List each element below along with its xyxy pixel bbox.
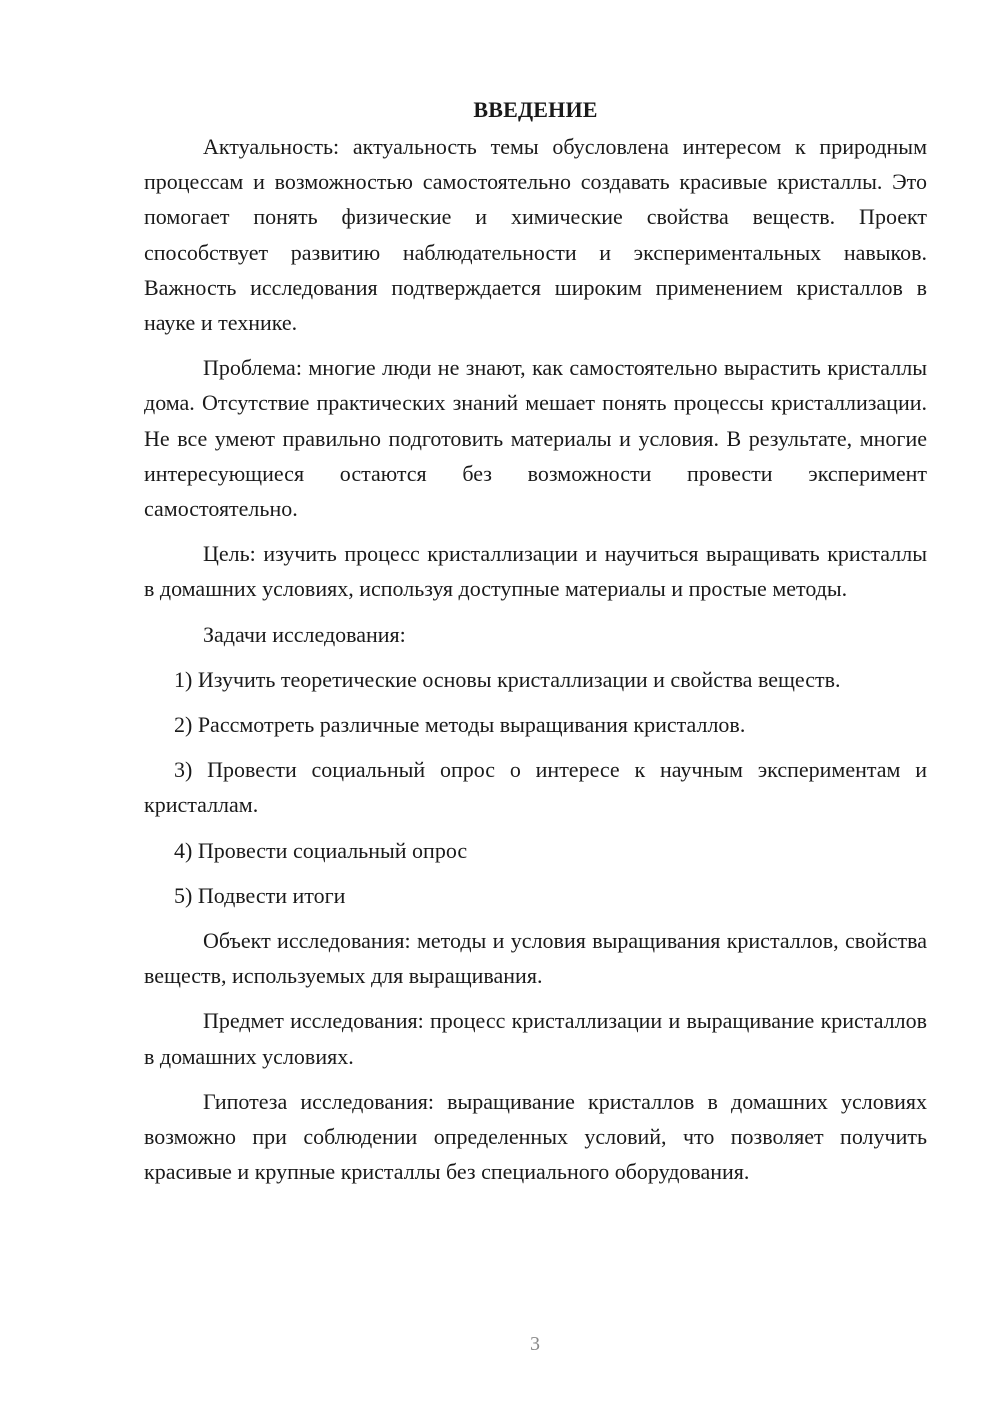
paragraph-hypothesis: Гипотеза исследования: выращивание кристаллов в домашних условиях возможно при соблюдении определенных условий, что позволяет получить красивые и крупные кристаллы без специального оборудования.: [144, 1088, 927, 1185]
paragraph-subject: Предмет исследования: процесс кристаллизации и выращивание кристаллов в домашних условиях.: [144, 1008, 927, 1069]
tasks-heading: Задачи исследования:: [203, 621, 406, 647]
task-item: 4) Провести социальный опрос: [174, 837, 468, 863]
paragraph-problem: Проблема: многие люди не знают, как самостоятельно вырастить кристаллы дома. Отсутствие практических знаний мешает понять процессы кристаллизации. Не все умеют правильно подготовить материалы и условия. В результате, многие интересующиеся остаются без возможности провести эксперимент самостоятельно.: [144, 355, 927, 522]
paragraph-relevance: Актуальность: актуальность темы обусловлена интересом к природным процессам и возможностью самостоятельно создавать красивые кристаллы. Это помогает понять физические и химические свойства веществ. Проект способствует развитию наблюдательности и экспериментальных навыков. Важность исследования подтверждается широким применением кристаллов в науке и технике.: [144, 134, 927, 336]
page-title: ВВЕДЕНИЕ: [473, 97, 598, 122]
page-content: [144, 92, 927, 1199]
task-item: 1) Изучить теоретические основы кристаллизации и свойства веществ.: [174, 666, 841, 692]
task-item: 2) Рассмотреть различные методы выращивания кристаллов.: [174, 712, 746, 738]
task-item: 3) Провести социальный опрос о интересе к научным экспериментам и кристаллам.: [144, 757, 927, 818]
tasks-list: [144, 662, 927, 913]
paragraph-goal: Цель: изучить процесс кристаллизации и научиться выращивать кристаллы в домашних условиях, используя доступные материалы и простые методы.: [144, 541, 927, 602]
page-number: 3: [530, 1333, 540, 1355]
paragraph-object: Объект исследования: методы и условия выращивания кристаллов, свойства веществ, используемых для выращивания.: [144, 928, 927, 989]
task-item: 5) Подвести итоги: [174, 882, 346, 908]
